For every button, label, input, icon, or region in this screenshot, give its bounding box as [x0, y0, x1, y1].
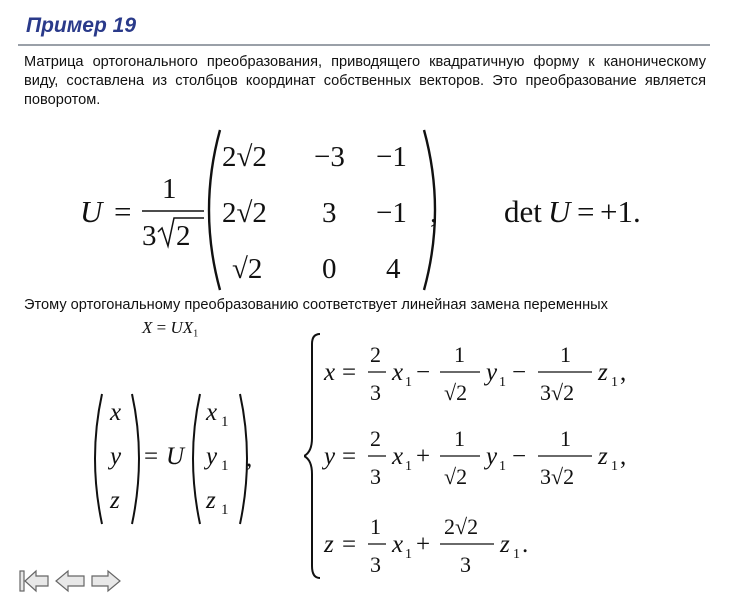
svg-text:1: 1	[405, 547, 412, 562]
svg-text:1: 1	[370, 514, 381, 539]
svg-text:2√2: 2√2	[444, 514, 479, 539]
svg-text:1: 1	[405, 375, 412, 390]
svg-text:,: ,	[620, 443, 627, 470]
svg-text:x: x	[324, 359, 336, 386]
svg-text:1: 1	[560, 342, 571, 367]
svg-text:z: z	[598, 443, 608, 470]
vector-entry: y	[206, 443, 218, 470]
svg-text:=: =	[342, 443, 357, 470]
svg-text:x: x	[392, 359, 404, 386]
svg-text:1: 1	[513, 547, 520, 562]
first-slide-button[interactable]	[18, 568, 50, 594]
svg-text:1: 1	[611, 375, 618, 390]
matrix-cell: −3	[314, 141, 345, 173]
svg-text:√2: √2	[444, 380, 468, 405]
inline-formula: $X = UX_1$	[142, 318, 199, 340]
vector-equation	[88, 390, 278, 530]
vector-left-paren-icon	[95, 394, 102, 524]
coef-numerator: 1	[162, 173, 177, 205]
svg-text:1: 1	[560, 426, 571, 451]
svg-text:y: y	[486, 359, 498, 386]
svg-text:x: x	[392, 443, 404, 470]
vector-entry: z	[206, 487, 216, 514]
det-var: U	[548, 194, 571, 229]
system-brace-icon	[304, 334, 320, 578]
svg-text:−: −	[512, 443, 527, 470]
svg-text:y: y	[486, 443, 498, 470]
det-eq: =	[577, 194, 595, 229]
back-button[interactable]	[54, 568, 86, 594]
matrix-eq-sign: =	[114, 194, 132, 229]
vector-entry: x	[110, 399, 122, 426]
matrix-equation	[70, 128, 690, 294]
vector-sub: 1	[221, 414, 229, 430]
svg-text:1: 1	[405, 459, 412, 474]
matrix-cell: 4	[386, 253, 401, 285]
svg-text:=: =	[342, 531, 357, 558]
vector-sub: 1	[221, 458, 229, 474]
svg-text:z: z	[598, 359, 608, 386]
svg-text:y: y	[324, 443, 336, 470]
matrix-cell: √2	[232, 253, 263, 285]
vector-operator: U	[166, 443, 185, 470]
svg-text:3: 3	[370, 552, 381, 577]
matrix-left-paren-icon	[209, 130, 220, 290]
matrix-cell: −1	[376, 141, 407, 173]
vector-entry: x	[206, 399, 218, 426]
svg-text:2: 2	[370, 342, 381, 367]
svg-text:z: z	[324, 531, 334, 558]
svg-text:+: +	[416, 531, 431, 558]
svg-text:√2: √2	[444, 464, 468, 489]
svg-text:=: =	[144, 443, 159, 470]
svg-text:1: 1	[454, 342, 465, 367]
svg-text:+: +	[416, 443, 431, 470]
svg-text:1: 1	[499, 375, 506, 390]
vector-entry: y	[110, 443, 122, 470]
coef-den-factor: 3	[142, 220, 157, 252]
substitution-system	[304, 330, 664, 582]
forward-arrow-icon	[90, 568, 122, 594]
svg-text:z: z	[500, 531, 510, 558]
svg-text:,: ,	[246, 445, 253, 472]
svg-text:3: 3	[370, 464, 381, 489]
paragraph-1: Матрица ортогонального преобразования, приводящего квадратичную форму к каноническому виду, составлена из столбцов координат собственных векторов. Это преобразование является поворотом.	[24, 54, 706, 108]
svg-text:3: 3	[370, 380, 381, 405]
title-divider	[18, 44, 710, 46]
svg-text:3√2: 3√2	[540, 464, 575, 489]
svg-text:2: 2	[370, 426, 381, 451]
svg-text:1: 1	[499, 459, 506, 474]
matrix-cell: 2√2	[222, 141, 267, 173]
svg-text:−: −	[416, 359, 431, 386]
matrix-cell: 3	[322, 197, 337, 229]
svg-text:3: 3	[460, 552, 471, 577]
page-title: Пример 19	[26, 14, 136, 37]
svg-text:3√2: 3√2	[540, 380, 575, 405]
coef-den-radicand: 2	[176, 220, 191, 252]
matrix-cell: 2√2	[222, 197, 267, 229]
vector-sub: 1	[221, 502, 229, 518]
matrix-comma: ,	[430, 194, 438, 229]
vector-entry: z	[110, 487, 120, 514]
matrix-lhs: U	[80, 194, 103, 229]
svg-text:.: .	[522, 531, 529, 558]
svg-text:,: ,	[620, 359, 627, 386]
det-label: det	[504, 194, 542, 229]
back-arrow-icon	[54, 568, 86, 594]
svg-text:=: =	[342, 359, 357, 386]
svg-text:−: −	[512, 359, 527, 386]
svg-text:x: x	[392, 531, 404, 558]
svg-text:1: 1	[454, 426, 465, 451]
svg-text:1: 1	[611, 459, 618, 474]
det-value: +1.	[600, 194, 641, 229]
paragraph-2: Этому ортогональному преобразованию соответствует линейная замена переменных	[24, 297, 608, 313]
vector-right-paren-icon	[193, 394, 200, 524]
matrix-cell: 0	[322, 253, 337, 285]
vector-left-paren-icon	[132, 394, 139, 524]
forward-button[interactable]	[90, 568, 122, 594]
matrix-cell: −1	[376, 197, 407, 229]
first-arrow-icon	[18, 568, 50, 594]
